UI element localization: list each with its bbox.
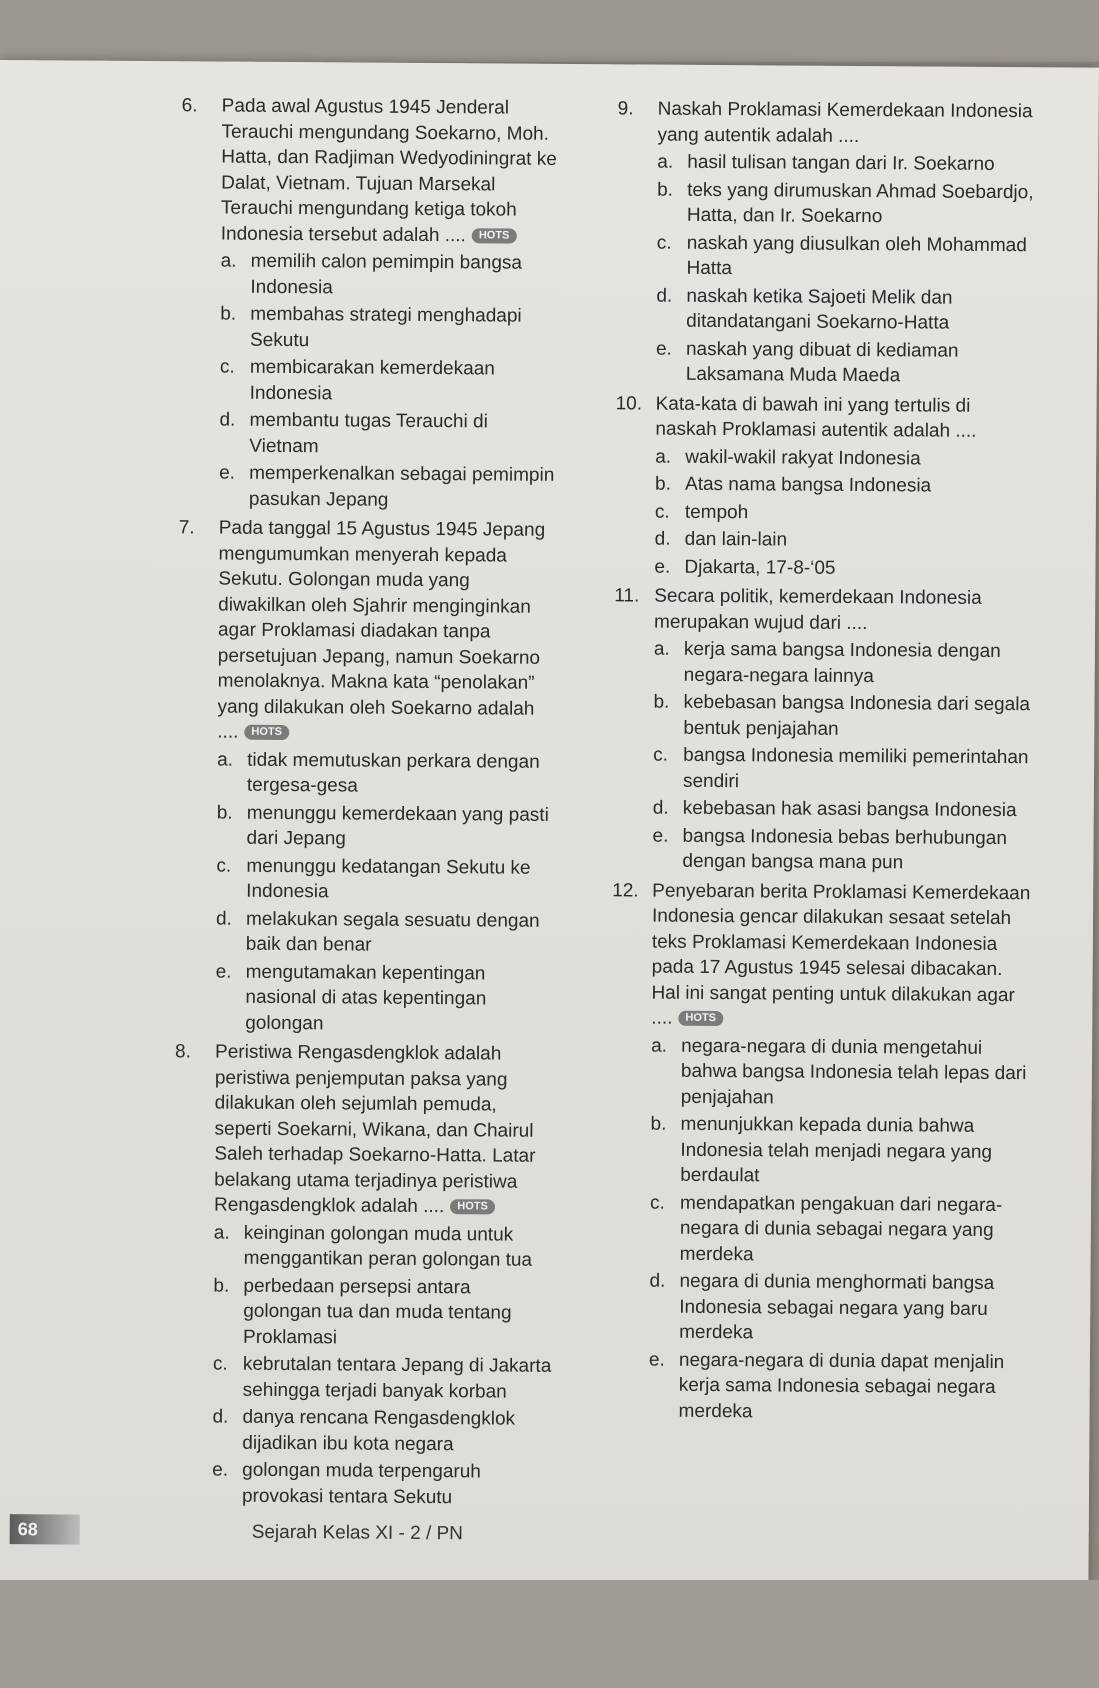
option: a. negara-negara di dunia mengetahui bahwa bangsa Indonesia telah lepas dari penjajahan — [651, 1035, 1027, 1108]
question-text: Kata-kata di bawah ini yang tertulis di naskah Proklamasi autentik adalah .... — [655, 393, 977, 442]
background-top — [0, 0, 1099, 62]
option: d. membantu tugas Terauchi di Vietnam — [219, 409, 488, 457]
option: c. mendapatkan pengakuan dari negara-negara di dunia sebagai negara yang merdeka — [649, 1192, 1003, 1265]
page-number: 68 — [10, 1514, 80, 1544]
left-column — [172, 93, 562, 1515]
option: c. tempoh — [654, 501, 749, 523]
question-number: 7. — [178, 517, 195, 539]
option: a. hasil tulisan tangan dari Ir. Soekarno — [657, 151, 995, 175]
option: b. Atas nama bangsa Indonesia — [654, 473, 932, 497]
question-number: 11. — [614, 585, 640, 607]
option: a. kerja sama bangsa Indonesia dengan negara-negara lainnya — [653, 638, 1001, 687]
question-text: Peristiwa Rengasdengklok adalah peristiwa penjemputan paksa yang dilakukan oleh sejumlah pemuda, seperti Soekarni, Wikana, dan Chairul Saleh terhadap Soekarno-Hatta. Latar belakang utama terjadinya peristiwa Rengasdengklok adalah .... — [213, 1041, 536, 1218]
option: d. danya rencana Rengasdengklok dijadikan ibu kota negara — [212, 1406, 516, 1455]
option: c. bangsa Indonesia memiliki pemerintahan sendiri — [653, 744, 1029, 792]
option: b. teks yang dirumuskan Ahmad Soebardjo, Hatta, dan Ir. Soekarno — [657, 179, 1034, 228]
option: c. kebrutalan tentara Jepang di Jakarta sehingga terjadi banyak korban — [212, 1353, 552, 1403]
question-12 — [608, 878, 1032, 1426]
right-column — [608, 96, 1037, 1430]
question-number: 12. — [612, 879, 639, 901]
question-text: Pada tanggal 15 Agustus 1945 Jepang mengumumkan menyerah kepada Sekutu. Golongan muda yang diwakilkan oleh Sjahrir menginginkan agar Proklamasi diadakan tanpa persetujuan Jepang, namun Soekarno menolaknya. Makna kata “penolakan” yang dilakukan oleh Soekarno adalah .... — [217, 517, 546, 743]
option: a. keinginan golongan muda untuk menggantikan peran golongan tua — [213, 1222, 533, 1271]
question-number: 6. — [181, 95, 198, 117]
book-page — [0, 60, 1099, 1588]
hots-badge: HOTS — [678, 1011, 723, 1026]
question-text: Pada awal Agustus 1945 Jenderal Terauchi mengundang Soekarno, Moh. Hatta, dan Radjiman Wedyodiningrat ke Dalat, Vietnam. Tujuan Marsekal Terauchi mengundang ketiga tokoh Indonesia tersebut adalah .... — [220, 95, 557, 246]
question-number: 10. — [615, 392, 643, 414]
page-footer — [0, 1512, 1089, 1560]
question-number: 9. — [617, 98, 634, 120]
option: e. Djakarta, 17-8-‘05 — [654, 556, 836, 579]
question-9 — [616, 96, 1038, 389]
option: d. negara di dunia menghormati bangsa Indonesia sebagai negara yang baru merdeka — [649, 1270, 995, 1344]
question-7 — [175, 515, 559, 1038]
footer-title: Sejarah Kelas XI - 2 / PN — [251, 1521, 464, 1545]
option: a. wakil-wakil rakyat Indonesia — [655, 446, 921, 469]
background-bottom — [0, 1580, 1099, 1688]
hots-badge: HOTS — [244, 725, 289, 740]
question-11 — [612, 583, 1034, 876]
option: d. kebebasan hak asasi bangsa Indonesia — [652, 797, 1017, 822]
option: e. golongan muda terpengaruh provokasi tentara Sekutu — [212, 1459, 481, 1508]
hots-badge: HOTS — [450, 1200, 495, 1215]
question-text: Secara politik, kemerdekaan Indonesia merupakan wujud dari .... — [654, 585, 982, 634]
option: e. negara-negara di dunia dapat menjalin kerja sama Indonesia sebagai negara merdeka — [648, 1349, 1005, 1422]
option: b. menunggu kemerdekaan yang pasti dari Jepang — [216, 802, 549, 850]
option: c. menunggu kedatangan Sekutu ke Indonesia — [216, 855, 531, 903]
option: d. dan lain-lain — [654, 528, 788, 551]
option: d. naskah ketika Sajoeti Melik dan ditandatangani Soekarno-Hatta — [656, 285, 953, 334]
question-number: 8. — [175, 1041, 192, 1063]
option: d. melakukan segala sesuatu dengan baik dan benar — [215, 908, 540, 956]
option: a. memilih calon pemimpin bangsa Indonesia — [220, 250, 523, 298]
question-6 — [179, 93, 562, 514]
question-8 — [172, 1039, 555, 1511]
option: b. membahas strategi menghadapi Sekutu — [220, 303, 522, 351]
question-text: Naskah Proklamasi Kemerdekaan Indonesia yang autentik adalah .... — [657, 98, 1033, 147]
option: e. bangsa Indonesia bebas berhubungan dengan bangsa mana pun — [652, 825, 1008, 874]
option: c. membicarakan kemerdekaan Indonesia — [219, 356, 495, 404]
option: e. naskah yang dibuat di kediaman Laksamana Muda Maeda — [655, 338, 959, 387]
option: e. mengutamakan kepentingan nasional di atas kepentingan golongan — [215, 961, 487, 1034]
option: b. kebebasan bangsa Indonesia dari segala bentuk penjajahan — [653, 691, 1031, 740]
option: c. naskah yang diusulkan oleh Mohammad Hatta — [656, 232, 1027, 280]
option: a. tidak memutuskan perkara dengan tergesa-gesa — [217, 749, 540, 797]
option: b. menunjukkan kepada dunia bahwa Indonesia telah menjadi negara yang berdaulat — [650, 1113, 993, 1187]
hots-badge: HOTS — [472, 228, 517, 243]
question-10 — [614, 391, 1035, 582]
option: b. perbedaan persepsi antara golongan tua dan muda tentang Proklamasi — [213, 1275, 512, 1348]
question-text: Penyebaran berita Proklamasi Kemerdekaan Indonesia gencar dilakukan sesaat setelah teks Proklamasi Kemerdekaan Indonesia pada 17 Agustus 1945 selesai dibacakan. Hal ini sangat penting untuk dilakukan agar .... — [651, 880, 1031, 1029]
option: e. memperkenalkan sebagai pemimpin pasukan Jepang — [219, 462, 555, 511]
